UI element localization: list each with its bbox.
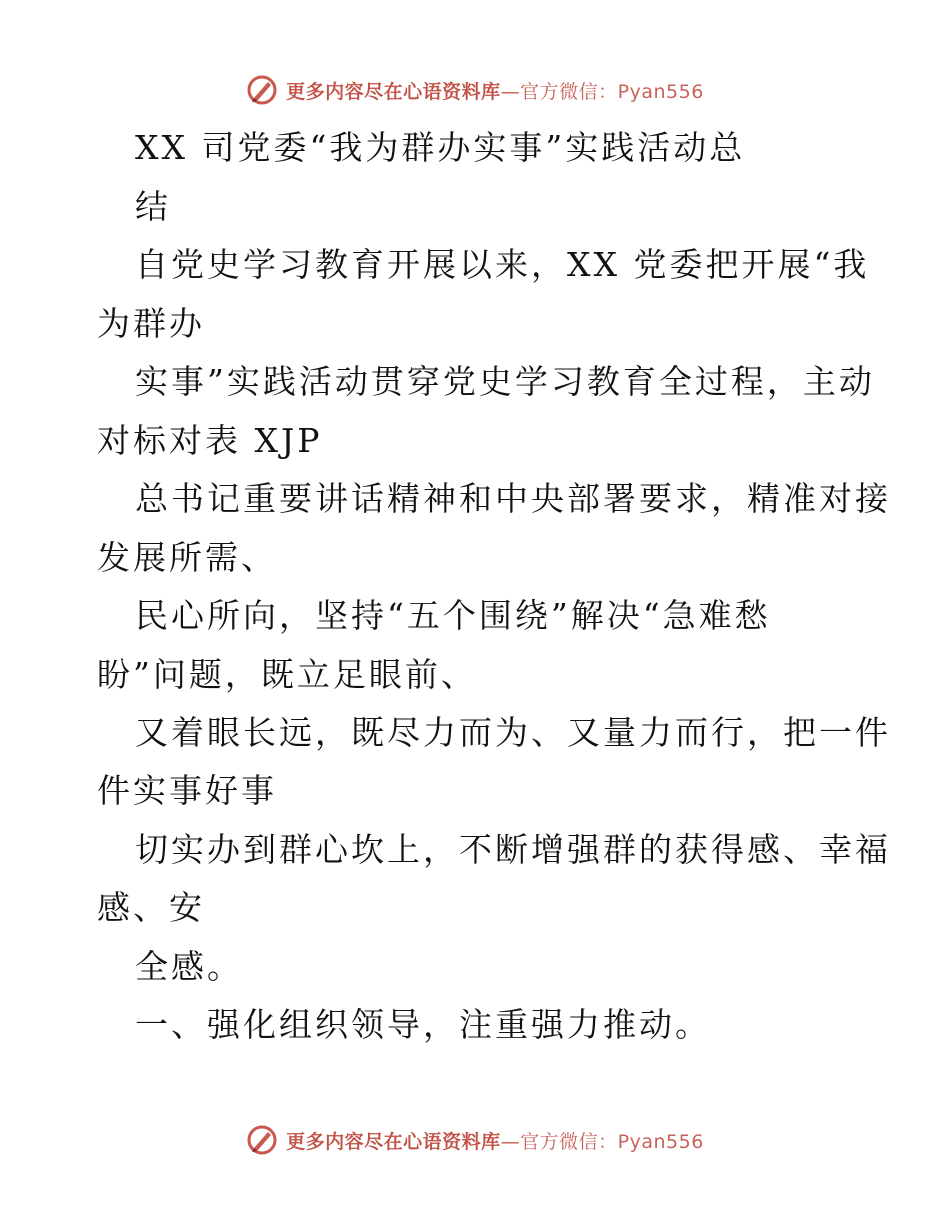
- watermark-text: 更多内容尽在心语资料库—官方微信：Pyan556: [286, 1130, 704, 1153]
- section-heading: 一、强化组织领导，注重强力推动。: [135, 1005, 711, 1044]
- document-line: 总书记重要讲话精神和中央部署要求，精准对接: [135, 479, 891, 518]
- document-line: 结: [135, 187, 171, 226]
- document-line: 切实办到群心坎上，不断增强群的获得感、幸福: [135, 830, 891, 869]
- document-line: 又着眼长远，既尽力而为、又量力而行，把一件: [135, 713, 891, 752]
- watermark-footer: [0, 1120, 950, 1160]
- document-line: 民心所向，坚持“五个围绕”解决“急难愁: [135, 596, 771, 635]
- document-line: 发展所需、: [97, 538, 277, 577]
- document-line: 为群办: [97, 304, 205, 343]
- document-line: XX 司党委“我为群办实事”实践活动总: [135, 128, 746, 167]
- watermark-text: 更多内容尽在心语资料库—官方微信：Pyan556: [286, 80, 704, 103]
- pen-logo-icon: [246, 1124, 278, 1156]
- document-line: 件实事好事: [97, 771, 277, 810]
- document-line: 自党史学习教育开展以来，XX 党委把开展“我: [135, 245, 870, 284]
- document-line: 盼”问题，既立足眼前、: [97, 655, 477, 694]
- pen-logo-icon: [246, 74, 278, 106]
- document-line: 实事”实践活动贯穿党史学习教育全过程，主动: [135, 362, 875, 401]
- watermark-header: [0, 70, 950, 110]
- document-line: 感、安: [97, 888, 205, 927]
- document-line: 全感。: [135, 947, 243, 986]
- document-line: 对标对表 XJP: [97, 421, 323, 460]
